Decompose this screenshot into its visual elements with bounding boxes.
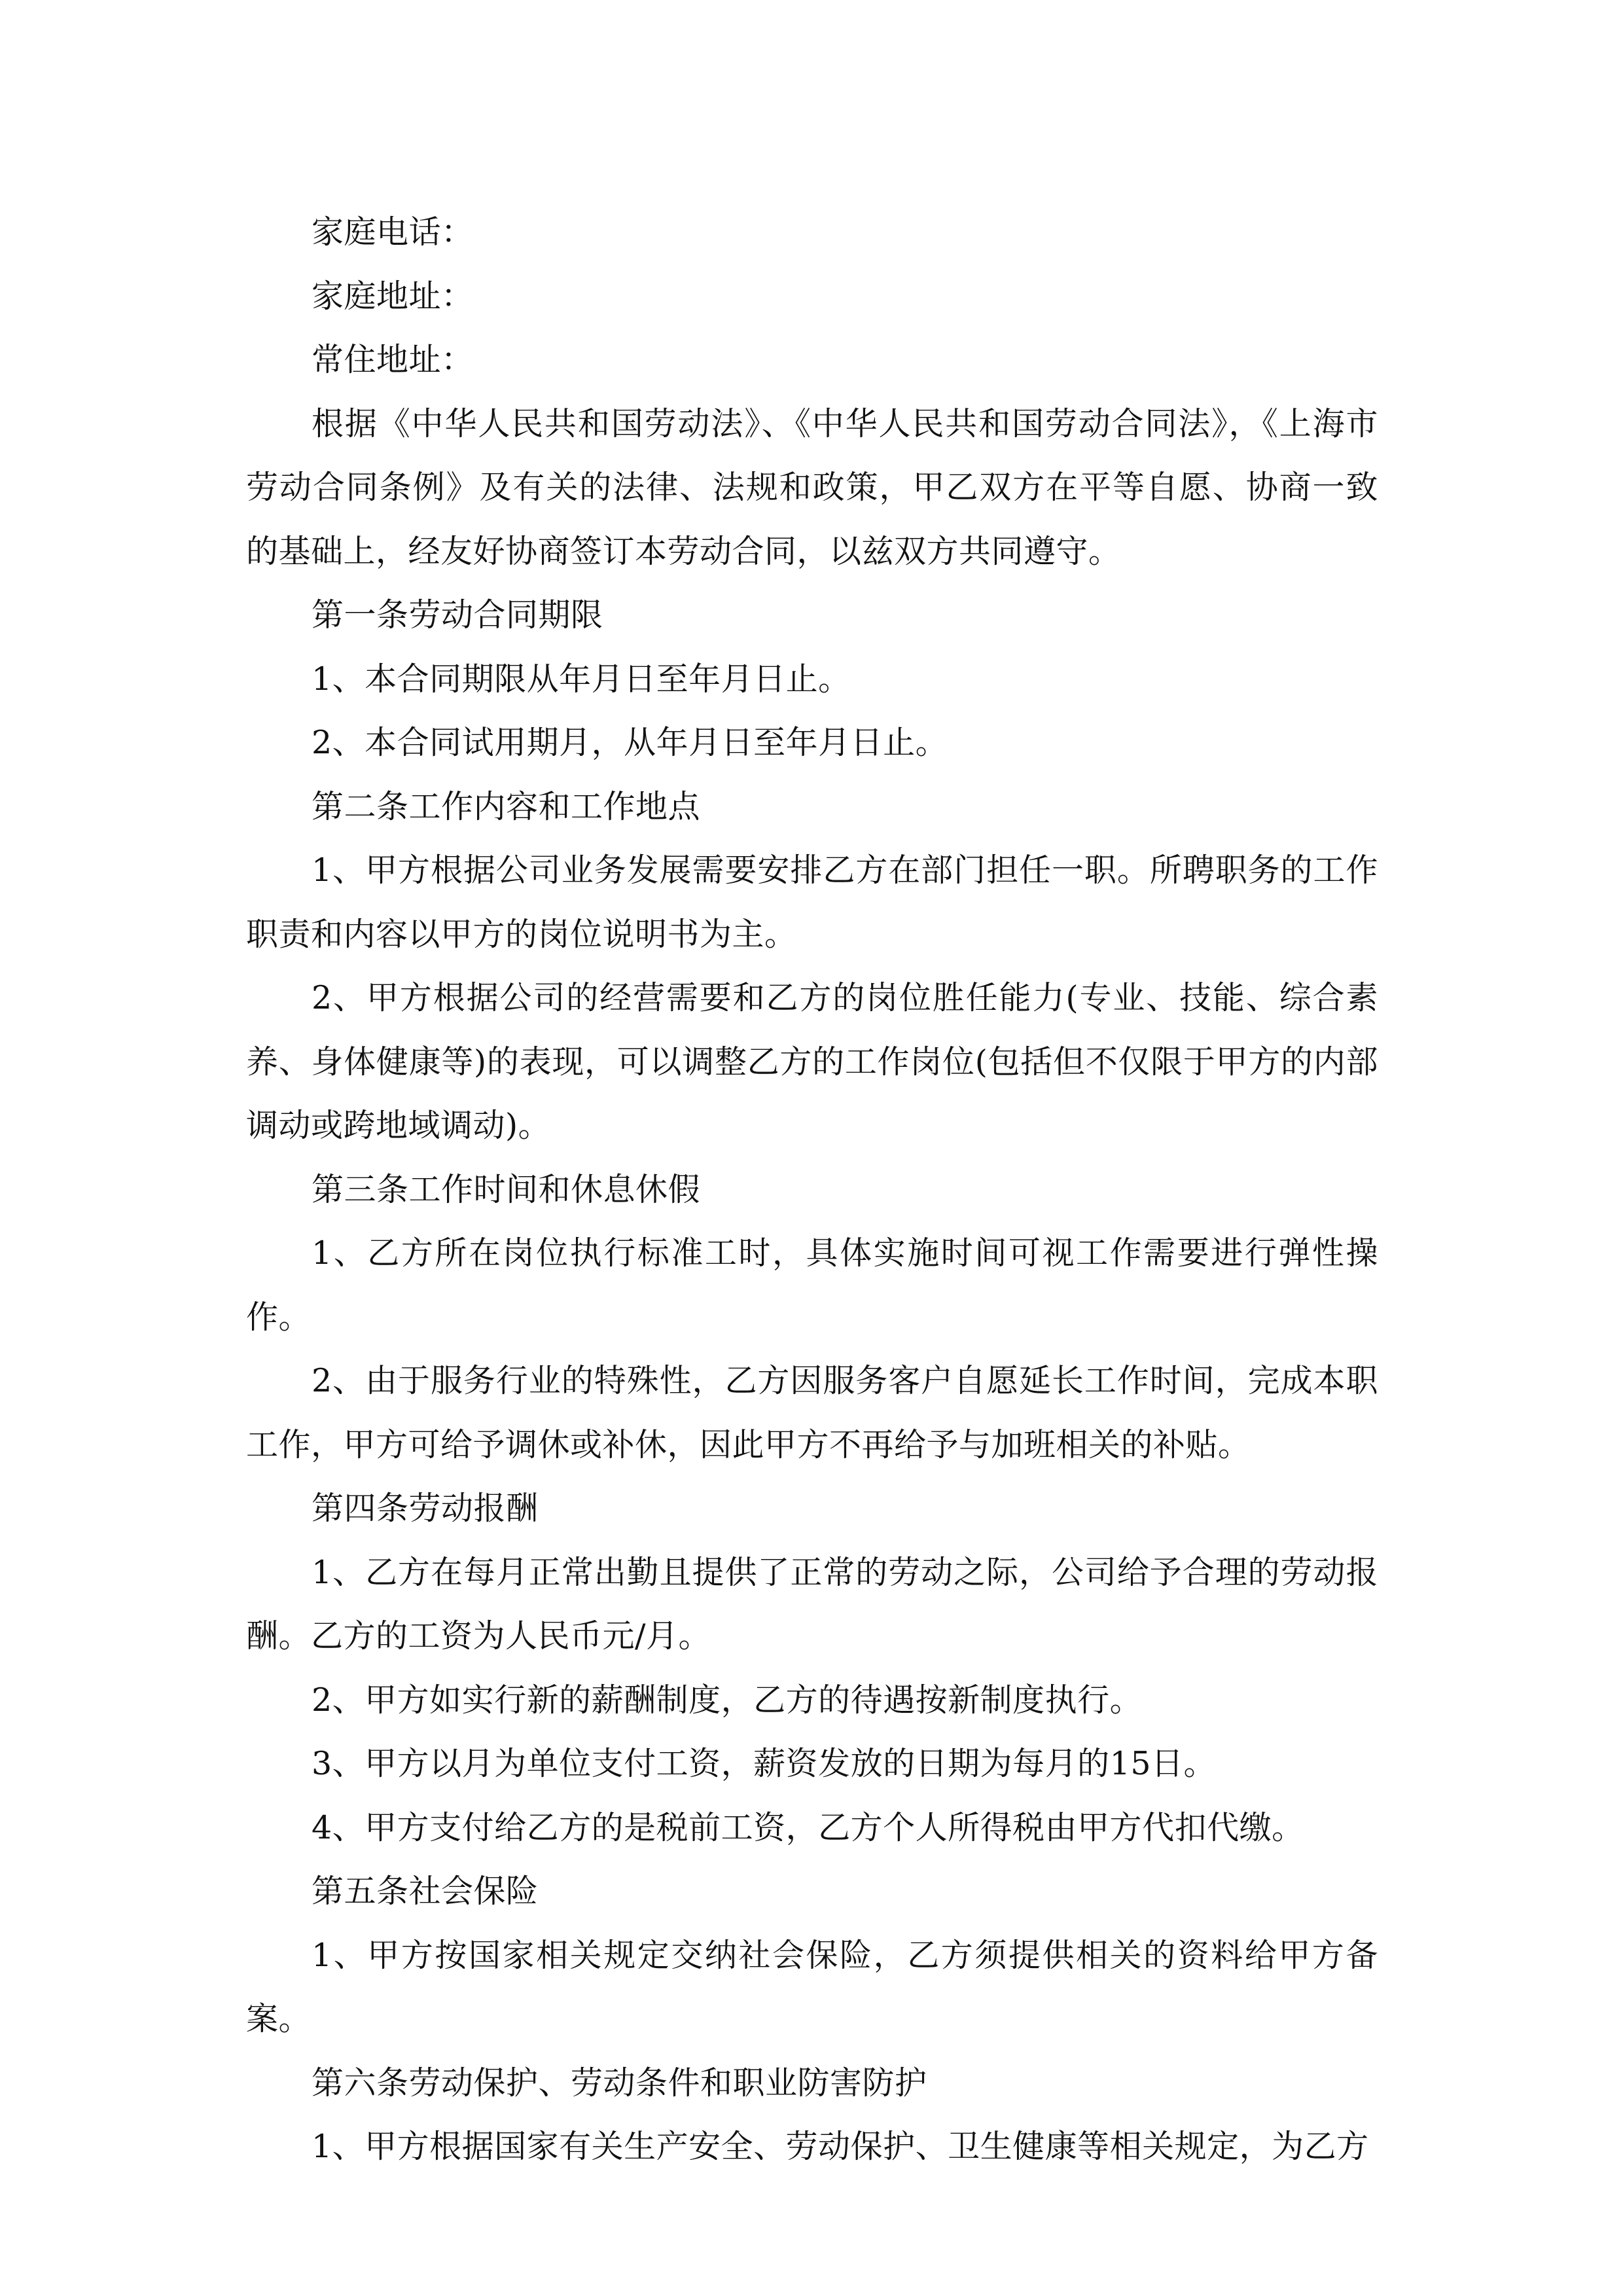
paragraph-home-phone: 家庭电话： bbox=[312, 213, 474, 251]
article-1-clause-1: 1、本合同期限从年月日至年月日止。 bbox=[312, 660, 851, 698]
article-1-clause-2: 2、本合同试用期月，从年月日至年月日止。 bbox=[312, 724, 948, 761]
article-2-clause-1: 1、甲方根据公司业务发展需要安排乙方在部门担任一职。所聘职务的工作职责和内容以甲方的岗位说明书为主。 bbox=[246, 852, 1378, 953]
paragraph-home-address: 家庭地址： bbox=[312, 277, 474, 315]
article-4-clause-2: 2、甲方如实行新的薪酬制度，乙方的待遇按新制度执行。 bbox=[312, 1681, 1143, 1719]
article-4-clause-1: 1、乙方在每月正常出勤且提供了正常的劳动之际，公司给予合理的劳动报酬。乙方的工资为人民币元/月。 bbox=[246, 1553, 1378, 1655]
article-4-clause-3: 3、甲方以月为单位支付工资，薪资发放的日期为每月的15日。 bbox=[312, 1745, 1217, 1782]
document-body bbox=[246, 200, 1378, 2179]
article-6-clause-1: 1、甲方根据国家有关生产安全、劳动保护、卫生健康等相关规定，为乙方 bbox=[312, 2128, 1369, 2165]
article-3-clause-1: 1、乙方所在岗位执行标准工时，具体实施时间可视工作需要进行弹性操作。 bbox=[246, 1234, 1378, 1336]
article-3-clause-2: 2、由于服务行业的特殊性，乙方因服务客户自愿延长工作时间，完成本职工作，甲方可给予调休或补休，因此甲方不再给予与加班相关的补贴。 bbox=[246, 1362, 1378, 1463]
article-5-heading: 第五条社会保险 bbox=[312, 1873, 539, 1910]
article-3-heading: 第三条工作时间和休息休假 bbox=[312, 1170, 701, 1208]
article-2-clause-2: 2、甲方根据公司的经营需要和乙方的岗位胜任能力(专业、技能、综合素养、身体健康等)的表现，可以调整乙方的工作岗位(包括但不仅限于甲方的内部调动或跨地域调动)。 bbox=[246, 979, 1378, 1144]
paragraph-preamble: 根据《中华人民共和国劳动法》、《中华人民共和国劳动合同法》，《上海市劳动合同条例》及有关的法律、法规和政策，甲乙双方在平等自愿、协商一致的基础上，经友好协商签订本劳动合同，以兹双方共同遵守。 bbox=[246, 404, 1378, 570]
article-2-heading: 第二条工作内容和工作地点 bbox=[312, 787, 701, 825]
article-4-clause-4: 4、甲方支付给乙方的是税前工资，乙方个人所得税由甲方代扣代缴。 bbox=[312, 1808, 1304, 1846]
article-4-heading: 第四条劳动报酬 bbox=[312, 1490, 539, 1527]
article-6-heading: 第六条劳动保护、劳动条件和职业防害防护 bbox=[312, 2064, 927, 2102]
article-5-clause-1: 1、甲方按国家相关规定交纳社会保险，乙方须提供相关的资料给甲方备案。 bbox=[246, 1936, 1378, 2037]
paragraph-residence-address: 常住地址： bbox=[312, 341, 474, 378]
article-1-heading: 第一条劳动合同期限 bbox=[312, 596, 603, 634]
